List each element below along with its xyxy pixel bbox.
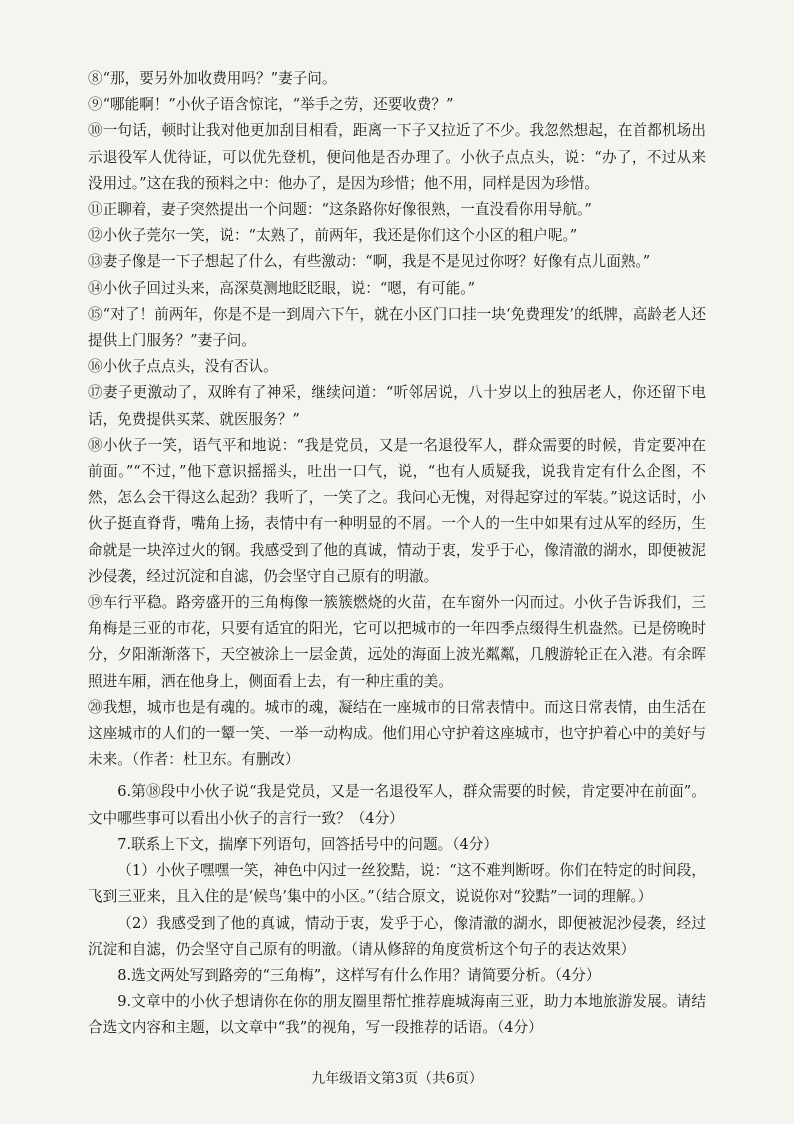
question-7: 7.联系上下文，揣摩下列语句，回答括号中的问题。（4分） — [117, 835, 498, 853]
question-8: 8.选文两处写到路旁的“三角梅”，这样写有什么作用？请简要分析。（4分） — [117, 966, 601, 984]
paragraph-17: ⑰妻子更激动了，双眸有了神采，继续问道：“听邻居说，八十岁以上的独居老人，你还留下电话，免费提供买菜、就医服务？” — [88, 384, 706, 428]
paragraph-12: ⑫小伙子莞尔一笑，说：“太熟了，前两年，我还是你们这个小区的租户呢。” — [88, 227, 578, 245]
paragraph-9: ⑨“哪能啊！”小伙子语含惊诧，“举手之劳，还要收费？” — [88, 96, 454, 114]
question-6: 6.第⑱段中小伙子说“我是党员，又是一名退役军人，群众需要的时候，肯定要冲在前面”。文中哪些事可以看出小伙子的言行一致？（4分） — [88, 783, 706, 827]
paragraph-14: ⑭小伙子回过头来，高深莫测地眨眨眼，说：“嗯，有可能。” — [88, 279, 476, 297]
question-9: 9.文章中的小伙子想请你在你的朋友圈里帮忙推荐鹿城海南三亚，助力本地旅游发展。请结合选文内容和主题，以文章中“我”的视角，写一段推荐的话语。（4分） — [88, 993, 706, 1037]
paragraph-18: ⑱小伙子一笑，语气平和地说：“我是党员，又是一名退役军人，群众需要的时候，肯定要冲在前面。”“不过，”他下意识摇摇头，吐出一口气，说，“也有人质疑我，说我肯定有什么企图，不然，怎么会干得这么起劲？我听了，一笑了之。我问心无愧，对得起穿过的军装。”说这话时，小伙子挺直脊背，嘴角上扬，表情中有一种明显的不屑。一个人的一生中如果有过从军的经历，生命就是一块淬过火的钢。我感受到了他的真诚，情动于衷，发乎于心，像清澈的湖水，即便被泥沙侵袭，经过沉淀和自滤，仍会坚守自己原有的明澈。 — [88, 436, 706, 585]
paragraph-13: ⑬妻子像是一下子想起了什么，有些激动：“啊，我是不是见过你呀？好像有点儿面熟。” — [88, 253, 651, 271]
paragraph-16: ⑯小伙子点点头，没有否认。 — [88, 358, 278, 376]
paragraph-8: ⑧“那，要另外加收费用吗？”妻子问。 — [88, 70, 337, 87]
paragraph-10: ⑩一句话，顿时让我对他更加刮目相看，距离一下子又拉近了不少。我忽然想起，在首都机场出示退役军人优待证，可以优先登机，便问他是否办理了。小伙子点点头，说：“办了，不过从来没用过。”这在我的预料之中：他办了，是因为珍惜；他不用，同样是因为珍惜。 — [88, 122, 706, 192]
questions-section — [88, 779, 706, 1041]
question-7-1: （1）小伙子嘿嘿一笑，神色中闪过一丝狡黠，说：“这不难判断呀。你们在特定的时间段，飞到三亚来，且入住的是‘候鸟’集中的小区。”（结合原文，说说你对“狡黠”一词的理解。） — [88, 862, 706, 906]
paragraph-19: ⑲车行平稳。路旁盛开的三角梅像一簇簇燃烧的火苗，在车窗外一闪而过。小伙子告诉我们，三角梅是三亚的市花，只要有适宜的阳光，它可以把城市的一年四季点缀得生机盎然。已是傍晚时分，夕阳渐渐落下，天空被涂上一层金黄，远处的海面上波光粼粼，几艘游轮正在入港。有余晖照进车厢，洒在他身上，侧面看上去，有一种庄重的美。 — [88, 594, 706, 690]
paragraph-20: ⑳我想，城市也是有魂的。城市的魂，凝结在一座城市的日常表情中。而这日常表情，由生活在这座城市的人们的一颦一笑、一举一动构成。他们用心守护着这座城市，也守护着心中的美好与未来。（作者：杜卫东。有删改） — [88, 698, 706, 769]
page-footer: 九年级语文第3页（共6页） — [311, 1071, 483, 1087]
paragraph-15: ⑮“对了！前两年，你是不是一到周六下午，就在小区门口挂一块‘免费理发’的纸牌，高龄老人还提供上门服务？”妻子问。 — [88, 305, 706, 350]
paragraph-11: ⑪正聊着，妻子突然提出一个问题：“这条路你好像很熟，一直没看你用导航。” — [88, 201, 592, 219]
question-7-2: （2）我感受到了他的真诚，情动于衷，发乎于心，像清澈的湖水，即便被泥沙侵袭，经过沉淀和自滤，仍会坚守自己原有的明澈。（请从修辞的角度赏析这个句子的表达效果） — [88, 914, 706, 958]
reading-passage — [88, 66, 706, 773]
